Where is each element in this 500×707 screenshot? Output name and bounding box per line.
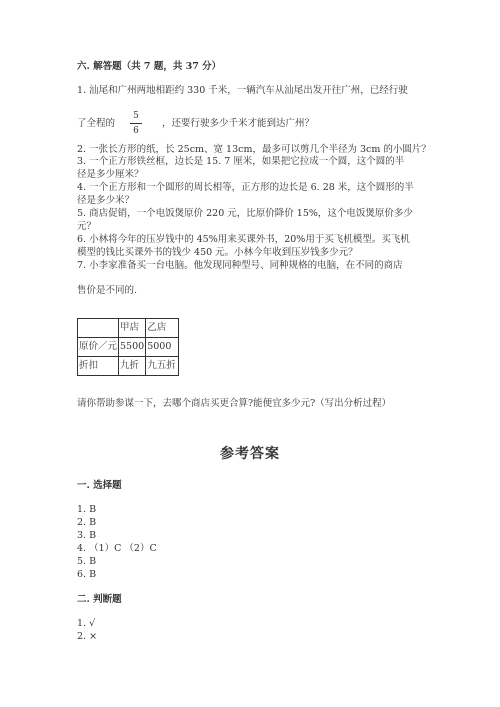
table-header-cell	[78, 319, 119, 338]
table-row	[78, 338, 179, 357]
table-cell: 5000	[146, 338, 179, 357]
question-7-prompt: 请你帮助参谋一下，去哪个商店买更合算?能便宜多少元?（写出分析过程）	[77, 398, 392, 409]
question-4-line-1: 4. 一个正方形和一个圆形的周长相等，正方形的边长是 6. 28 米，这个圆形的半	[77, 182, 414, 193]
section-six-title: 六. 解答题（共 7 题，共 37 分）	[77, 61, 222, 72]
question-1-suffix: ，还要行驶多少千米才能到达广州？	[162, 118, 315, 129]
answer-key-title: 参考答案	[220, 446, 280, 462]
choice-section-title: 一. 选择题	[77, 480, 122, 491]
choice-answer: 1. B	[77, 504, 97, 515]
table-row	[78, 357, 179, 376]
question-5-line-1: 5. 商店促销，一个电饭煲原价 220 元，比原价降价 15%，这个电饭煲原价多少	[77, 208, 413, 219]
table-cell: 折扣	[78, 357, 119, 376]
fraction-denominator: 6	[133, 126, 139, 136]
choice-answer: 4. （1）C （2）C	[77, 543, 157, 554]
table-header-cell: 乙店	[146, 319, 179, 338]
table-header-row	[78, 319, 179, 338]
question-6-line-1: 6. 小林将今年的压岁钱中的 45%用来买课外书，20%用于买飞机模型。买飞机	[77, 234, 410, 245]
question-3-line-2: 径是多少厘米？	[77, 169, 144, 180]
fraction-numerator: 5	[130, 112, 142, 124]
table-cell: 九五折	[146, 357, 179, 376]
question-7-line-2: 售价是不同的.	[77, 285, 138, 296]
judgment-section-title: 二. 判断题	[77, 594, 122, 605]
table-cell: 原价／元	[78, 338, 119, 357]
question-2: 2. 一张长方形的纸，长 25cm、宽 13cm，最多可以剪几个半径为 3cm 的小圆片？	[77, 144, 431, 155]
table-header-cell: 甲店	[119, 319, 146, 338]
question-6-line-2: 模型的钱比买课外书的钱少 450 元。小林今年收到压岁钱多少元？	[77, 247, 358, 258]
question-7-line-1: 7. 小李家准备买一台电脑。他发现同种型号、同种规格的电脑，在不同的商店	[77, 260, 403, 271]
question-4-line-2: 径是多少米？	[77, 195, 135, 206]
price-comparison-table	[77, 318, 179, 376]
table-cell: 5500	[119, 338, 146, 357]
question-3-line-1: 3. 一个正方形铁丝框，边长是 15. 7 厘米，如果把它拉成一个圆，这个圆的半	[77, 156, 405, 167]
judgment-answer: 1. √	[77, 618, 96, 629]
choice-answer: 6. B	[77, 569, 97, 580]
choice-answer: 5. B	[77, 556, 97, 567]
choice-answer: 2. B	[77, 517, 97, 528]
question-1-fraction	[130, 112, 142, 136]
question-1-line-1: 1. 汕尾和广州两地相距约 330 千米，一辆汽车从汕尾出发开往广州，已经行驶	[77, 85, 408, 96]
question-5-line-2: 元？	[77, 221, 97, 232]
question-1-prefix: 了全程的	[77, 118, 116, 129]
choice-answer: 3. B	[77, 530, 97, 541]
judgment-answer: 2. ×	[77, 631, 98, 642]
table-cell: 九折	[119, 357, 146, 376]
